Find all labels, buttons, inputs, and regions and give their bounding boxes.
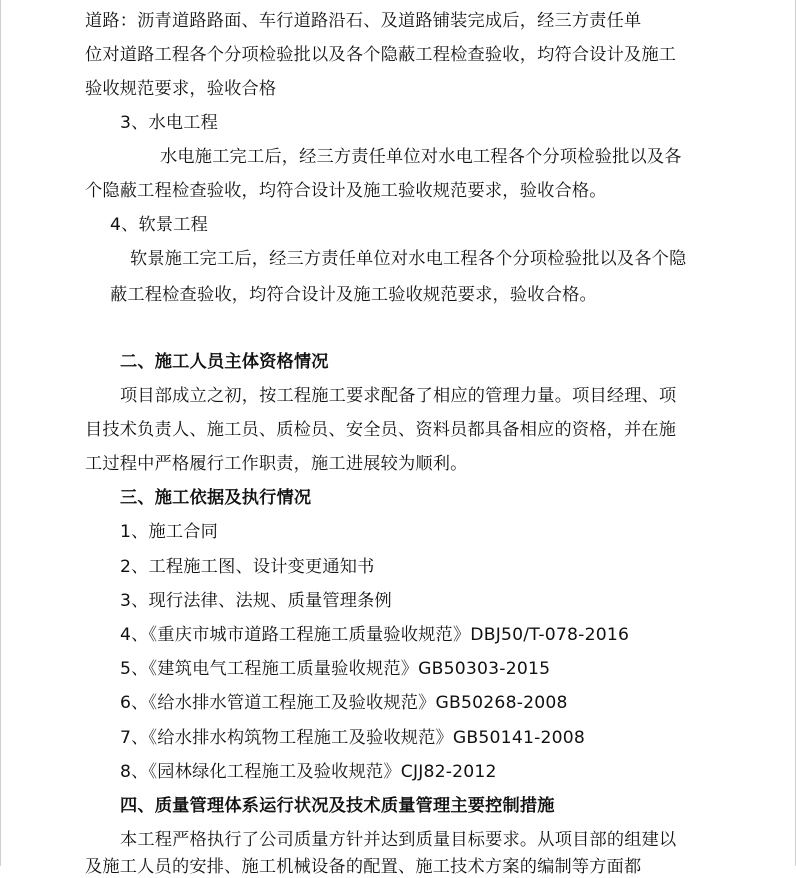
item-3-heading: 3、水电工程 bbox=[120, 113, 219, 133]
section-2-line-2: 目技术负责人、施工员、质检员、安全员、资料员都具备相应的资格，并在施 bbox=[85, 420, 677, 440]
basis-item-2: 2、工程施工图、设计变更通知书 bbox=[120, 557, 375, 577]
basis-item-4: 4、《重庆市城市道路工程施工质量验收规范》DBJ50/T-078-2016 bbox=[120, 625, 630, 645]
section-4-line-2: 及施工人员的安排、施工机械设备的配置、施工技术方案的编制等方面都 bbox=[85, 857, 642, 877]
paragraph-hydro-line-2: 个隐蔽工程检查验收，均符合设计及施工验收规范要求，验收合格。 bbox=[85, 181, 607, 201]
section-2-line-1: 项目部成立之初，按工程施工要求配备了相应的管理力量。项目经理、项 bbox=[120, 386, 677, 406]
paragraph-softscape-line-1: 软景施工完工后，经三方责任单位对水电工程各个分项检验批以及各个隐 bbox=[130, 249, 687, 269]
basis-item-8: 8、《园林绿化工程施工及验收规范》CJJ82-2012 bbox=[120, 762, 497, 782]
paragraph-softscape-line-2: 蔽工程检查验收，均符合设计及施工验收规范要求，验收合格。 bbox=[110, 285, 597, 305]
paragraph-road-line-3: 验收规范要求，验收合格 bbox=[85, 79, 277, 99]
basis-item-3: 3、现行法律、法规、质量管理条例 bbox=[120, 591, 392, 611]
cut-off-text-row bbox=[0, 856, 796, 877]
section-4-heading: 四、质量管理体系运行状况及技术质量管理主要控制措施 bbox=[120, 796, 555, 816]
section-3-heading: 三、施工依据及执行情况 bbox=[120, 488, 312, 508]
page-left-edge bbox=[0, 0, 1, 866]
basis-item-1: 1、施工合同 bbox=[120, 522, 219, 542]
section-4-line-1: 本工程严格执行了公司质量方针并达到质量目标要求。从项目部的组建以 bbox=[120, 830, 677, 850]
basis-item-5: 5、《建筑电气工程施工质量验收规范》GB50303-2015 bbox=[120, 659, 551, 679]
basis-item-7: 7、《给水排水构筑物工程施工及验收规范》GB50141-2008 bbox=[120, 728, 586, 748]
item-4-heading: 4、软景工程 bbox=[110, 215, 209, 235]
paragraph-hydro-line-1: 水电施工完工后，经三方责任单位对水电工程各个分项检验批以及各 bbox=[160, 147, 682, 167]
section-2-heading: 二、施工人员主体资格情况 bbox=[120, 352, 329, 372]
section-2-line-3: 工过程中严格履行工作职责，施工进展较为顺利。 bbox=[85, 454, 468, 474]
paragraph-road-line-1: 道路：沥青道路路面、车行道路沿石、及道路铺装完成后，经三方责任单 bbox=[85, 11, 642, 31]
paragraph-road-line-2: 位对道路工程各个分项检验批以及各个隐蔽工程检查验收，均符合设计及施工 bbox=[85, 45, 677, 65]
basis-item-6: 6、《给水排水管道工程施工及验收规范》GB50268-2008 bbox=[120, 693, 568, 713]
